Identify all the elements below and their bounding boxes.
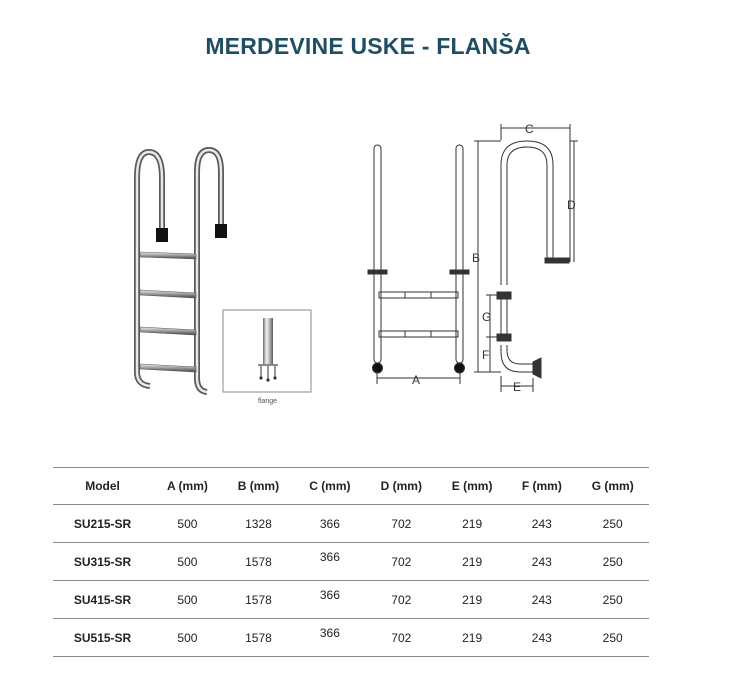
cell-c: 366 (319, 549, 340, 564)
cell-b: 1578 (245, 592, 272, 607)
cell-g: 250 (602, 516, 623, 531)
header-e: E (mm) (451, 479, 493, 493)
cell-e: 219 (462, 592, 483, 607)
cell-model: SU215-SR (73, 516, 132, 531)
table-row (53, 619, 649, 657)
header-b: B (mm) (237, 479, 280, 493)
cell-f: 243 (531, 516, 552, 531)
cell-g: 250 (602, 592, 623, 607)
header-c: C (mm) (309, 479, 351, 493)
dim-label-b: B (472, 251, 481, 265)
cell-model: SU515-SR (73, 630, 132, 645)
cell-f: 243 (531, 554, 552, 569)
cell-model: SU415-SR (73, 592, 132, 607)
spec-table (53, 467, 649, 657)
side-view-drawing (474, 124, 578, 392)
dim-label-d: D (567, 198, 576, 212)
cell-d: 702 (391, 630, 412, 645)
page-title: MERDEVINE USKE - FLANŠA (205, 33, 531, 59)
cell-a: 500 (177, 554, 198, 569)
cell-b: 1578 (245, 554, 272, 569)
cell-d: 702 (391, 592, 412, 607)
cell-a: 500 (177, 592, 198, 607)
cell-e: 219 (462, 516, 483, 531)
dim-label-a: A (412, 373, 421, 387)
cell-b: 1328 (245, 516, 272, 531)
cell-g: 250 (602, 630, 623, 645)
cell-d: 702 (391, 554, 412, 569)
flange-caption: flange (258, 398, 278, 405)
cell-model: SU315-SR (73, 554, 132, 569)
header-d: D (mm) (380, 479, 422, 493)
ladder-photo (137, 150, 227, 392)
header-model: Model (85, 479, 120, 493)
cell-a: 500 (177, 516, 198, 531)
cell-f: 243 (531, 630, 552, 645)
cell-c: 366 (319, 516, 340, 531)
cell-g: 250 (602, 554, 623, 569)
front-view-drawing (368, 145, 469, 384)
cell-c: 366 (319, 587, 340, 602)
dim-label-c: C (525, 122, 534, 136)
flange-inset (223, 310, 311, 392)
ladder-steps (140, 252, 196, 372)
dim-label-e: E (513, 380, 522, 394)
cell-a: 500 (177, 630, 198, 645)
header-a: A (mm) (166, 479, 208, 493)
table-header-row (53, 468, 649, 505)
dim-label-g: G (482, 310, 492, 324)
cell-f: 243 (531, 592, 552, 607)
cell-d: 702 (391, 516, 412, 531)
cell-e: 219 (462, 554, 483, 569)
cell-c: 366 (319, 625, 340, 640)
header-f: F (mm) (521, 479, 562, 493)
dim-label-f: F (482, 348, 490, 362)
header-g: G (mm) (591, 479, 634, 493)
cell-e: 219 (462, 630, 483, 645)
cell-b: 1578 (245, 630, 272, 645)
